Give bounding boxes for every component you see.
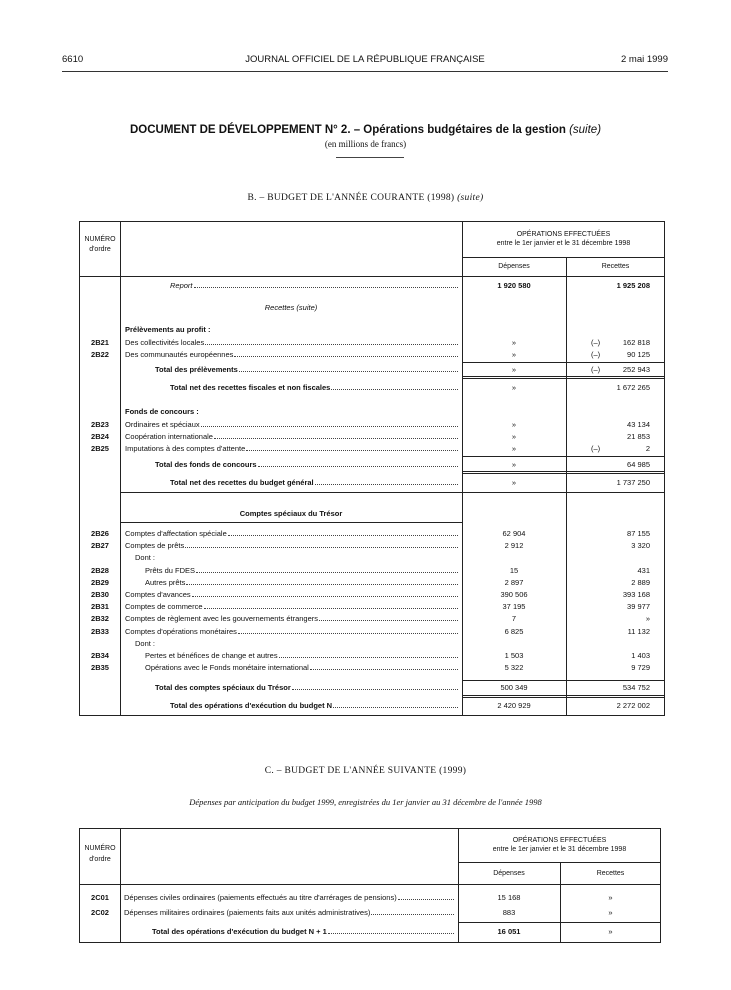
leader-dots [228, 535, 458, 536]
section-b-title: B. – BUDGET DE L'ANNÉE COURANTE (1998) (suite) [247, 193, 484, 203]
row-label-text: Dépenses militaires ordinaires (paiements faits aux unités administratives) [124, 908, 371, 917]
fonds-header: Fonds de concours : [125, 407, 199, 416]
row-label-text: Dont : [135, 638, 156, 648]
row-label [125, 338, 458, 347]
total-cst-text: Total des comptes spéciaux du Trésor [155, 683, 291, 692]
row-recettes: » [645, 614, 650, 624]
leader-dots [201, 426, 458, 427]
row-recettes: » [608, 893, 613, 902]
row-code: 2B25 [91, 444, 109, 453]
row-label [125, 541, 458, 550]
total-fonds-text: Total des fonds de concours [155, 460, 257, 469]
row-sign: (–) [591, 444, 601, 453]
row-depenses: 15 [509, 565, 519, 575]
col-ordre-c: d'ordre [89, 856, 111, 863]
leader-dots [194, 287, 458, 288]
total-n1 [152, 927, 454, 936]
row-recettes: 11 132 [627, 626, 650, 636]
total-prelevements-depenses: » [511, 365, 517, 374]
ops-title-c: OPÉRATIONS EFFECTUÉES [512, 837, 607, 844]
col-recettes: Recettes [601, 263, 630, 270]
row-recettes: 1 403 [631, 651, 650, 660]
row-depenses: 62 904 [502, 529, 526, 538]
row-label [125, 614, 458, 623]
total-net-fiscales [170, 383, 458, 392]
row-label-text: Comptes d'affectation spéciale [125, 529, 227, 538]
total-execution [170, 701, 458, 710]
row-code: 2B23 [91, 420, 109, 429]
row-label-text: Prêts du FDES [145, 565, 196, 575]
row-depenses: 2 897 [504, 577, 524, 587]
leader-dots [319, 620, 458, 621]
row-code: 2B24 [91, 432, 109, 441]
leader-dots [333, 707, 458, 708]
row-code: 2B30 [91, 590, 109, 599]
row-sign: (–) [591, 350, 601, 359]
leader-dots [234, 356, 458, 357]
row-recettes: 162 818 [622, 338, 650, 347]
row-recettes: 3 320 [631, 541, 650, 551]
row-label-text: Des communautés européennes [125, 350, 234, 359]
total-n1-depenses: 16 051 [497, 927, 521, 936]
leader-dots [331, 389, 458, 390]
leader-dots [185, 547, 458, 548]
row-depenses: 6 825 [504, 626, 524, 636]
row-label-text: Ordinaires et spéciaux [125, 420, 200, 429]
row-label-text: Dépenses civiles ordinaires (paiements effectués au titre d'arrérages de pensions) [124, 893, 397, 902]
row-label-text: Opérations avec le Fonds monétaire international [145, 663, 309, 673]
leader-dots [310, 669, 458, 670]
total-cst-depenses: 500 349 [500, 683, 528, 692]
leader-dots [398, 899, 454, 900]
row-recettes: 9 729 [631, 663, 650, 673]
row-code: 2B31 [91, 602, 109, 612]
row-label-text: Comptes de règlement avec les gouvernements étrangers [125, 614, 319, 624]
total-execution-depenses: 2 420 929 [497, 701, 531, 710]
prelevements-header: Prélèvements au profit : [125, 325, 211, 334]
row-depenses: » [511, 350, 517, 359]
total-net-fiscales-recettes: 1 672 265 [616, 383, 650, 392]
row-depenses: 2 912 [504, 541, 524, 551]
total-net-general [170, 478, 458, 487]
row-code: 2C01 [91, 893, 109, 902]
col-ordre: d'ordre [89, 246, 111, 253]
leader-dots [328, 933, 454, 934]
row-depenses: 5 322 [504, 663, 524, 673]
row-label [125, 529, 458, 538]
row-depenses: 7 [511, 614, 517, 624]
row-code: 2B22 [91, 350, 109, 359]
row-label [124, 893, 454, 902]
total-prelevements-text: Total des prélèvements [155, 365, 238, 374]
row-depenses: 15 168 [497, 893, 521, 902]
col-depenses-c: Dépenses [493, 870, 525, 877]
row-code: 2B27 [91, 541, 109, 551]
row-recettes: 431 [637, 565, 650, 575]
row-label [125, 590, 458, 599]
row-code: 2B34 [91, 651, 109, 660]
total-execution-recettes: 2 272 002 [616, 701, 650, 710]
report-depenses: 1 920 580 [497, 281, 531, 290]
total-prelevements [155, 365, 458, 374]
row-recettes: 87 155 [627, 529, 650, 538]
row-label [124, 908, 454, 917]
row-depenses: 1 503 [504, 651, 524, 660]
row-depenses: » [511, 444, 517, 453]
total-prelevements-sign: (–) [591, 365, 601, 374]
row-label [125, 432, 458, 441]
total-net-fiscales-text: Total net des recettes fiscales et non fiscales [170, 383, 331, 392]
report-recettes: 1 925 208 [616, 281, 650, 290]
journal-title: JOURNAL OFFICIEL DE LA RÉPUBLIQUE FRANÇAISE [245, 54, 485, 65]
col-depenses: Dépenses [498, 263, 530, 270]
row-label-text: Dont : [135, 553, 156, 563]
ops-period: entre le 1er janvier et le 31 décembre 1998 [496, 240, 631, 247]
leader-dots [196, 572, 458, 573]
subtitle-rule [336, 157, 404, 158]
total-net-general-text: Total net des recettes du budget général [170, 478, 314, 487]
row-code: 2B35 [91, 663, 109, 673]
row-recettes: » [608, 908, 613, 917]
row-label [125, 627, 458, 636]
leader-dots [315, 484, 458, 485]
total-prelevements-recettes: 252 943 [622, 365, 650, 374]
row-depenses: » [511, 432, 517, 441]
leader-dots [205, 344, 458, 345]
row-recettes: 39 977 [627, 602, 650, 612]
leader-dots [279, 657, 458, 658]
total-fonds-depenses: » [511, 460, 517, 469]
row-label-text: Comptes d'opérations monétaires [125, 626, 237, 636]
total-net-fiscales-depenses: » [511, 383, 517, 392]
row-code: 2B28 [91, 565, 109, 575]
row-code: 2C02 [91, 908, 109, 917]
total-cst-recettes: 534 752 [622, 683, 650, 692]
row-label-text: Pertes et bénéfices de change et autres [145, 651, 278, 660]
recettes-suite: Recettes (suite) [264, 303, 318, 312]
row-recettes: 2 [645, 444, 650, 453]
row-code: 2B33 [91, 626, 109, 636]
row-depenses: 390 506 [500, 590, 528, 599]
leader-dots [204, 608, 458, 609]
document-title: DOCUMENT DE DÉVELOPPEMENT N° 2. – Opérations budgétaires de la gestion (suite) [129, 124, 602, 136]
row-label [135, 639, 458, 648]
col-numero: NUMÉRO [84, 236, 116, 243]
row-depenses: » [511, 338, 517, 347]
row-label-text: Des collectivités locales [125, 338, 205, 347]
leader-dots [371, 914, 454, 915]
document-subtitle: (en millions de francs) [324, 139, 407, 149]
row-depenses: 883 [502, 908, 516, 917]
row-code: 2B21 [91, 338, 109, 347]
row-label-text: Comptes de prêts [125, 541, 185, 551]
row-label-text: Comptes de commerce [125, 602, 203, 612]
total-net-general-depenses: » [511, 478, 517, 487]
total-execution-text: Total des opérations d'exécution du budget N [170, 701, 333, 710]
row-label [145, 651, 458, 660]
row-code: 2B32 [91, 614, 109, 624]
total-cst [155, 683, 458, 692]
row-code: 2B26 [91, 529, 109, 538]
ops-title: OPÉRATIONS EFFECTUÉES [516, 231, 611, 238]
total-net-general-recettes: 1 737 250 [616, 478, 650, 487]
row-label [135, 553, 458, 562]
ops-period-c: entre le 1er janvier et le 31 décembre 1998 [492, 846, 627, 853]
row-recettes: 21 853 [627, 432, 650, 441]
row-label-text: Imputations à des comptes d'attente [125, 444, 246, 453]
row-recettes: 393 168 [622, 590, 650, 599]
cst-header: Comptes spéciaux du Trésor [239, 509, 343, 518]
row-label [145, 578, 458, 587]
total-fonds-recettes: 64 985 [627, 460, 650, 469]
col-numero-c: NUMÉRO [84, 845, 116, 852]
row-code: 2B29 [91, 577, 109, 587]
page-number: 6610 [62, 54, 84, 65]
row-depenses: » [511, 420, 517, 429]
row-label [125, 350, 458, 359]
issue-date: 2 mai 1999 [620, 54, 668, 65]
row-label [125, 420, 458, 429]
leader-dots [258, 466, 458, 467]
row-label-text: Comptes d'avances [125, 590, 191, 599]
col-recettes-c: Recettes [596, 870, 625, 877]
row-label [125, 444, 458, 453]
leader-dots [292, 689, 458, 690]
row-recettes: 2 889 [631, 577, 650, 587]
section-c-table [79, 828, 661, 943]
row-label-text: Autres prêts [145, 577, 186, 587]
page-header [62, 54, 668, 70]
row-sign: (–) [591, 338, 601, 347]
report-label-text: Report [170, 281, 193, 290]
header-rule [62, 71, 668, 72]
report-label [170, 281, 458, 290]
section-c-note: Dépenses par anticipation du budget 1999, enregistrées du 1er janvier au 31 décembre de l'année 1998 [189, 797, 542, 807]
row-label-text: Coopération internationale [125, 432, 213, 441]
total-n1-text: Total des opérations d'exécution du budget N + 1 [152, 927, 327, 936]
leader-dots [214, 438, 458, 439]
total-n1-recettes: » [608, 927, 613, 936]
row-recettes: 43 134 [627, 420, 650, 429]
row-recettes: 90 125 [627, 350, 650, 359]
row-label [145, 566, 458, 575]
total-fonds [155, 460, 458, 469]
section-b-table [79, 221, 665, 716]
row-depenses: 37 195 [502, 602, 526, 612]
leader-dots [239, 371, 458, 372]
leader-dots [246, 450, 458, 451]
leader-dots [192, 596, 458, 597]
row-label [145, 663, 458, 672]
leader-dots [186, 584, 458, 585]
row-label [125, 602, 458, 611]
section-c-title: C. – BUDGET DE L'ANNÉE SUIVANTE (1999) [264, 766, 467, 776]
leader-dots [238, 633, 458, 634]
